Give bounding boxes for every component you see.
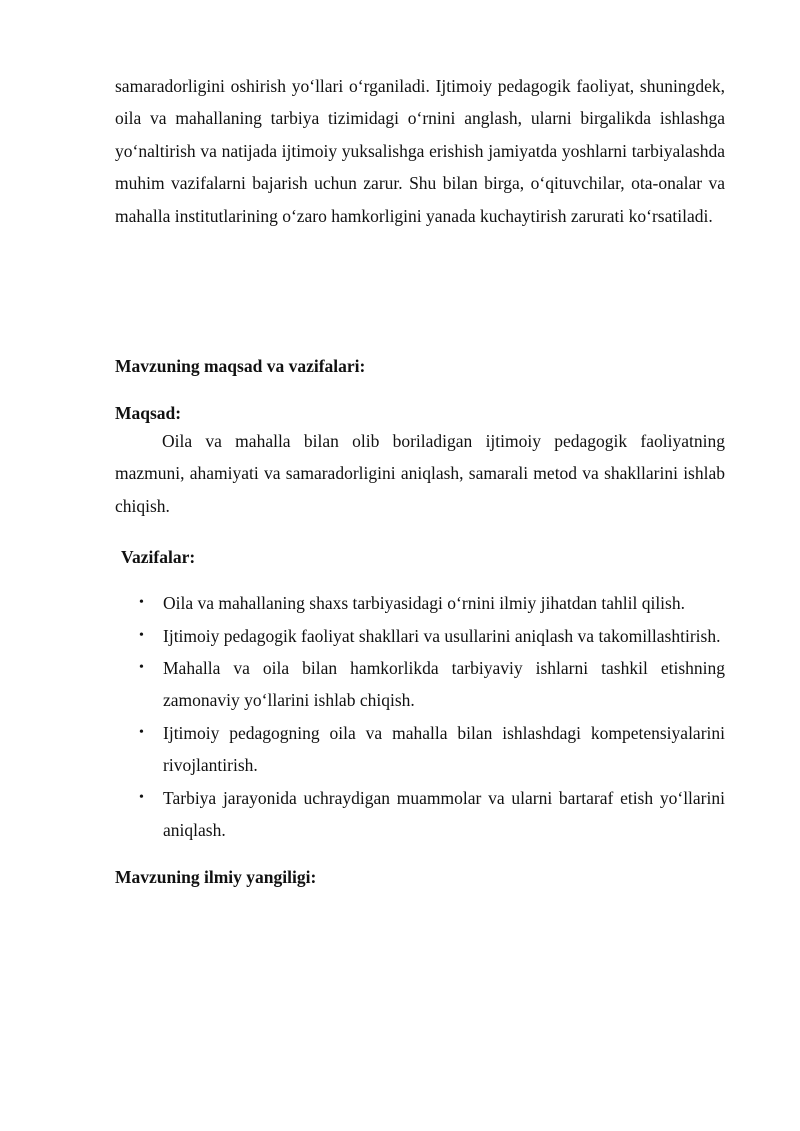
tasks-list — [115, 587, 725, 846]
section-heading-goals-tasks: Mavzuning maqsad va vazifalari: — [115, 356, 366, 377]
document-body — [115, 70, 725, 889]
task-text: Tarbiya jarayonida uchraydigan muammolar va ularni bartaraf etish yo‘llarini aniqlash. — [163, 787, 725, 841]
goal-heading: Maqsad: — [115, 403, 182, 424]
list-item — [115, 587, 725, 619]
task-text: Mahalla va oila bilan hamkorlikda tarbiyaviy ishlarni tashkil etishning zamonaviy yo‘llarini ishlab chiqish. — [163, 658, 725, 711]
list-item — [115, 652, 725, 717]
task-text: Ijtimoiy pedagogning oila va mahalla bilan ishlashdagi kompetensiyalarini rivojlantirish. — [163, 722, 725, 776]
tasks-heading: Vazifalar: — [121, 547, 196, 568]
task-text: Ijtimoiy pedagogik faoliyat shakllari va usullarini aniqlash va takomillashtirish. — [163, 625, 721, 646]
bullet-icon: • — [139, 627, 144, 643]
goal-paragraph: Oila va mahalla bilan olib boriladigan ijtimoiy pedagogik faoliyatning mazmuni, ahamiyati va samaradorligini aniqlash, samarali metod va shakllarini ishlab chiqish. — [115, 431, 725, 516]
bullet-icon: • — [139, 789, 144, 805]
list-item — [115, 717, 725, 782]
intro-paragraph: samaradorligini oshirish yo‘llari o‘rganiladi. Ijtimoiy pedagogik faoliyat, shuningdek, oila va mahallaning tarbiya tizimidagi o‘rnini anglash, ularni birgalikda ishlashga yo‘naltirish va natijada ijtimoiy yuksalishga erishish jamiyatda yoshlarni tarbiyalashda muhim vazifalarni bajarish uchun zarur. Shu bilan birga, o‘qituvchilar, ota-onalar va mahalla institutlarining o‘zaro hamkorligini yanada kuchaytirish zarurati ko‘rsatiladi. — [115, 76, 725, 226]
bullet-icon: • — [139, 724, 144, 740]
list-item — [115, 782, 725, 847]
bullet-icon: • — [139, 660, 144, 676]
bullet-icon: • — [139, 595, 144, 611]
novelty-heading: Mavzuning ilmiy yangiligi: — [115, 866, 317, 887]
list-item — [115, 620, 725, 652]
task-text: Oila va mahallaning shaxs tarbiyasidagi o‘rnini ilmiy jihatdan tahlil qilish. — [163, 593, 685, 614]
